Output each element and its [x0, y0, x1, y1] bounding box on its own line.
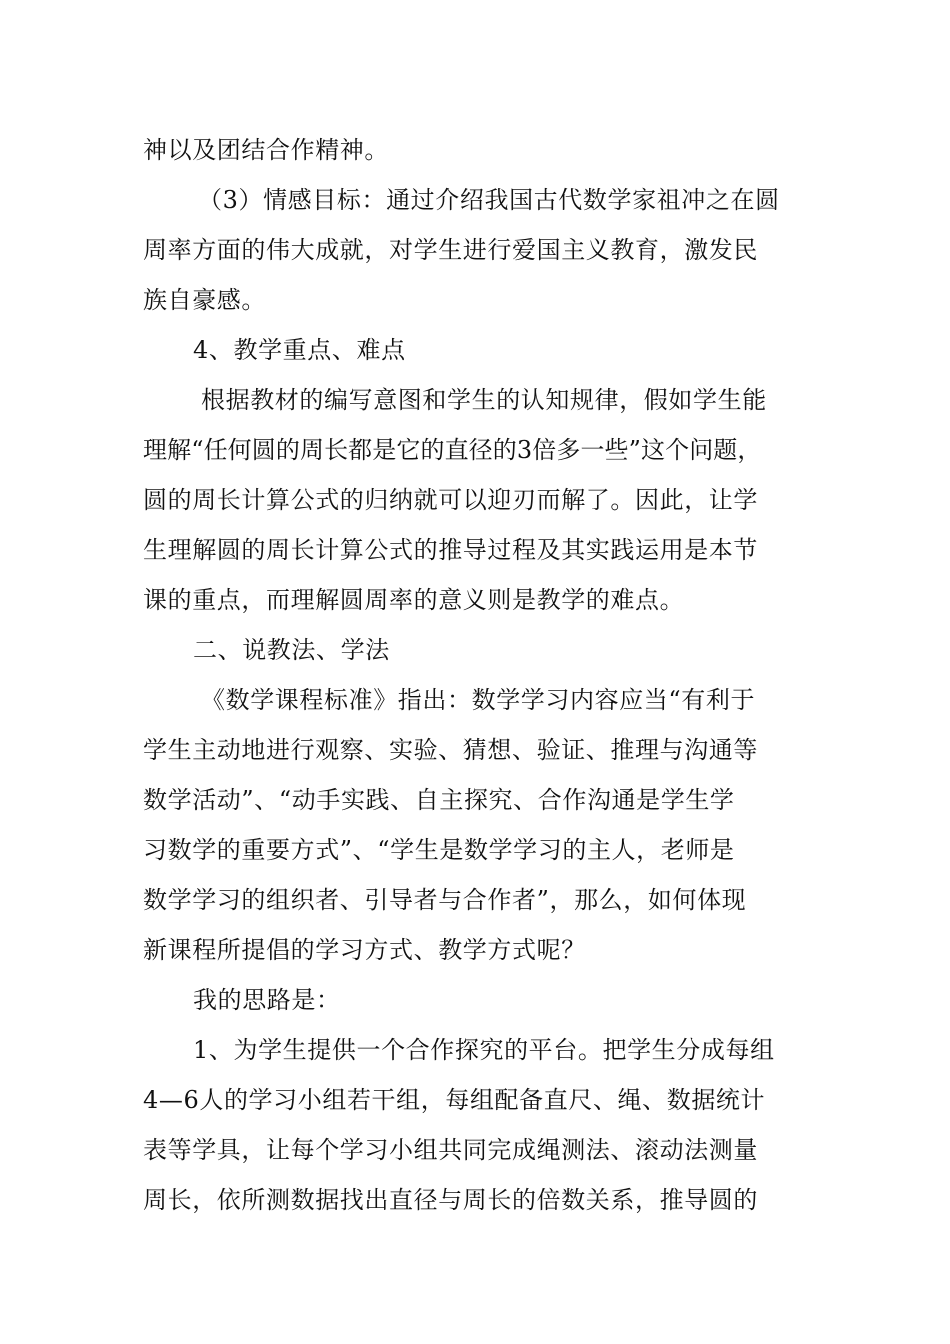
- text-line: 族自豪感。: [143, 286, 266, 314]
- text-line: 表等学具，让每个学习小组共同完成绳测法、滚动法测量: [143, 1136, 758, 1164]
- text-line: 神以及团结合作精神。: [143, 136, 389, 164]
- text-line: 周长，依所测数据找出直径与周长的倍数关系，推导圆的: [143, 1186, 758, 1214]
- text-line: 数学学习的组织者、引导者与合作者”，那么，如何体现: [143, 886, 747, 914]
- text-line: 新课程所提倡的学习方式、教学方式呢？: [143, 936, 586, 964]
- text-line: （3）情感目标：通过介绍我国古代数学家祖冲之在圆: [198, 186, 780, 214]
- text-line: 《数学课程标准》指出：数学学习内容应当“有利于: [201, 686, 756, 714]
- text-line: 学生主动地进行观察、实验、猜想、验证、推理与沟通等: [143, 736, 758, 764]
- section-heading: 4、教学重点、难点: [193, 336, 406, 364]
- section-heading: 二、说教法、学法: [193, 636, 390, 664]
- text-line: 4—6人的学习小组若干组，每组配备直尺、绳、数据统计: [143, 1086, 766, 1114]
- text-line: 理解“任何圆的周长都是它的直径的3倍多一些”这个问题，: [143, 436, 762, 464]
- text-line: 生理解圆的周长计算公式的推导过程及其实践运用是本节: [143, 536, 758, 564]
- text-line: 根据教材的编写意图和学生的认知规律，假如学生能: [201, 386, 767, 414]
- text-line: 课的重点，而理解圆周率的意义则是教学的难点。: [143, 586, 685, 614]
- text-line: 我的思路是：: [193, 986, 341, 1014]
- text-line: 圆的周长计算公式的归纳就可以迎刃而解了。因此，让学: [143, 486, 758, 514]
- text-line: 周率方面的伟大成就，对学生进行爱国主义教育，激发民: [143, 236, 758, 264]
- text-line: 习数学的重要方式”、“学生是数学学习的主人，老师是: [143, 836, 735, 864]
- text-line: 数学活动”、“动手实践、自主探究、合作沟通是学生学: [143, 786, 735, 814]
- text-line: 1、为学生提供一个合作探究的平台。把学生分成每组: [193, 1036, 775, 1064]
